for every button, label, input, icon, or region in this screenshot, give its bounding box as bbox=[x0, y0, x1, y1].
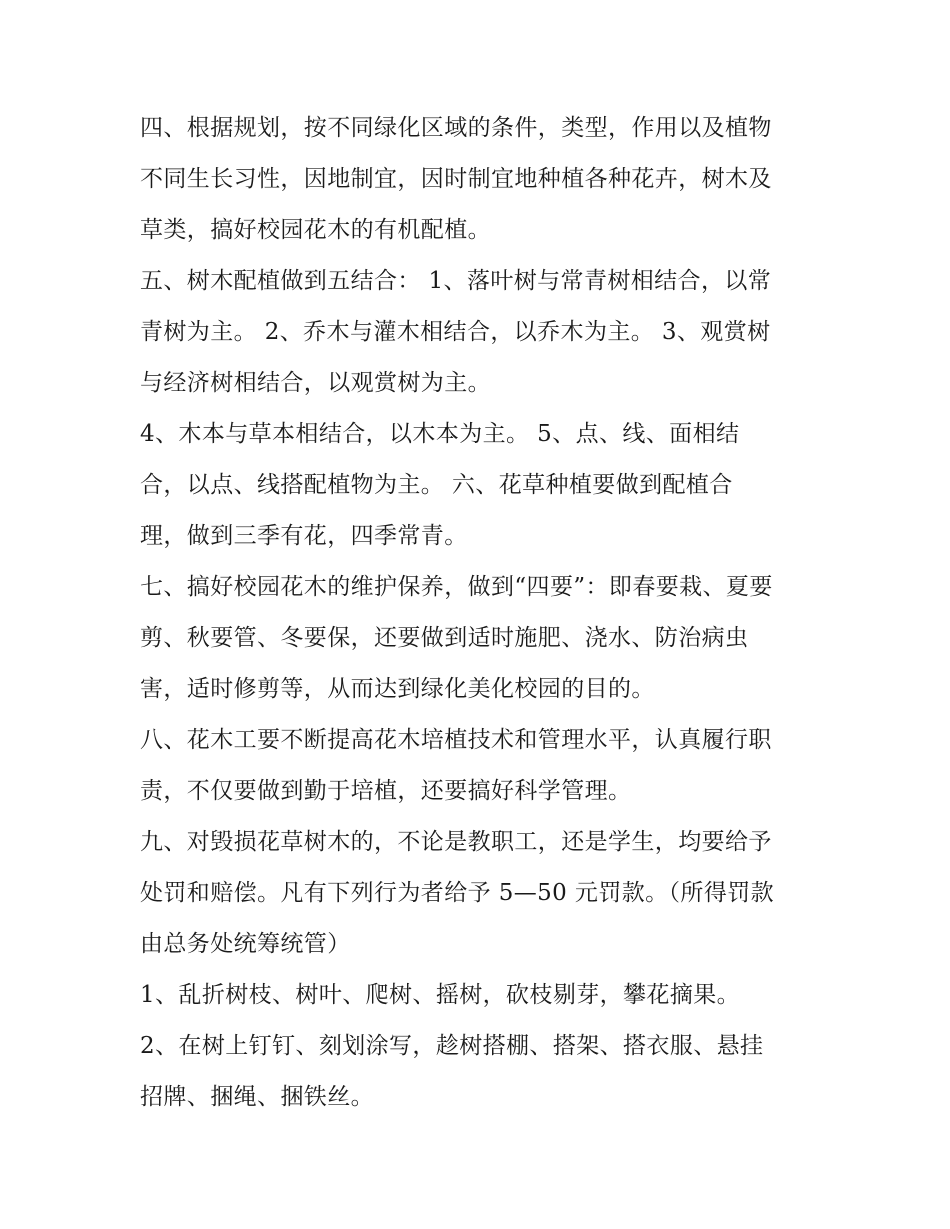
text-line: 1、乱折树枝、树叶、爬树、摇树，砍枝剔芽，攀花摘果。 bbox=[140, 982, 741, 1008]
text-line: 2、在树上钉钉、刻划涂写，趁树搭棚、搭架、搭衣服、悬挂 bbox=[140, 1033, 764, 1059]
text-line: 招牌、捆绳、捆铁丝。 bbox=[140, 1084, 374, 1110]
text-line: 合，以点、线搭配植物为主。 六、花草种植要做到配植合 bbox=[140, 472, 733, 498]
text-line: 九、对毁损花草树木的，不论是教职工，还是学生，均要给予 bbox=[140, 829, 772, 855]
text-line: 不同生长习性，因地制宜，因时制宜地种植各种花卉，树木及 bbox=[140, 166, 772, 192]
text-line: 与经济树相结合，以观赏树为主。 bbox=[140, 370, 491, 396]
text-line: 剪、秋要管、冬要保，还要做到适时施肥、浇水、防治病虫 bbox=[140, 625, 749, 651]
text-line: 七、搞好校园花木的维护保养，做到“四要”：即春要栽、夏要 bbox=[140, 574, 773, 600]
text-line: 4、木本与草本相结合，以木本为主。 5、点、线、面相结 bbox=[140, 421, 740, 447]
text-line: 草类，搞好校园花木的有机配植。 bbox=[140, 217, 491, 243]
text-line: 理，做到三季有花，四季常青。 bbox=[140, 523, 468, 549]
text-line: 青树为主。 2、乔木与灌木相结合，以乔木为主。 3、观赏树 bbox=[140, 319, 771, 345]
text-line: 五、树木配植做到五结合： 1、落叶树与常青树相结合，以常 bbox=[140, 268, 772, 294]
text-line: 害，适时修剪等，从而达到绿化美化校园的目的。 bbox=[140, 676, 655, 702]
text-line: 八、花木工要不断提高花木培植技术和管理水平，认真履行职 bbox=[140, 727, 772, 753]
text-line: 责，不仅要做到勤于培植，还要搞好科学管理。 bbox=[140, 778, 632, 804]
text-line: 四、根据规划，按不同绿化区域的条件，类型，作用以及植物 bbox=[140, 115, 772, 141]
text-line: 处罚和赔偿。凡有下列行为者给予 5—50 元罚款。（所得罚款 bbox=[140, 880, 775, 906]
text-line: 由总务处统筹统管） bbox=[140, 931, 351, 957]
